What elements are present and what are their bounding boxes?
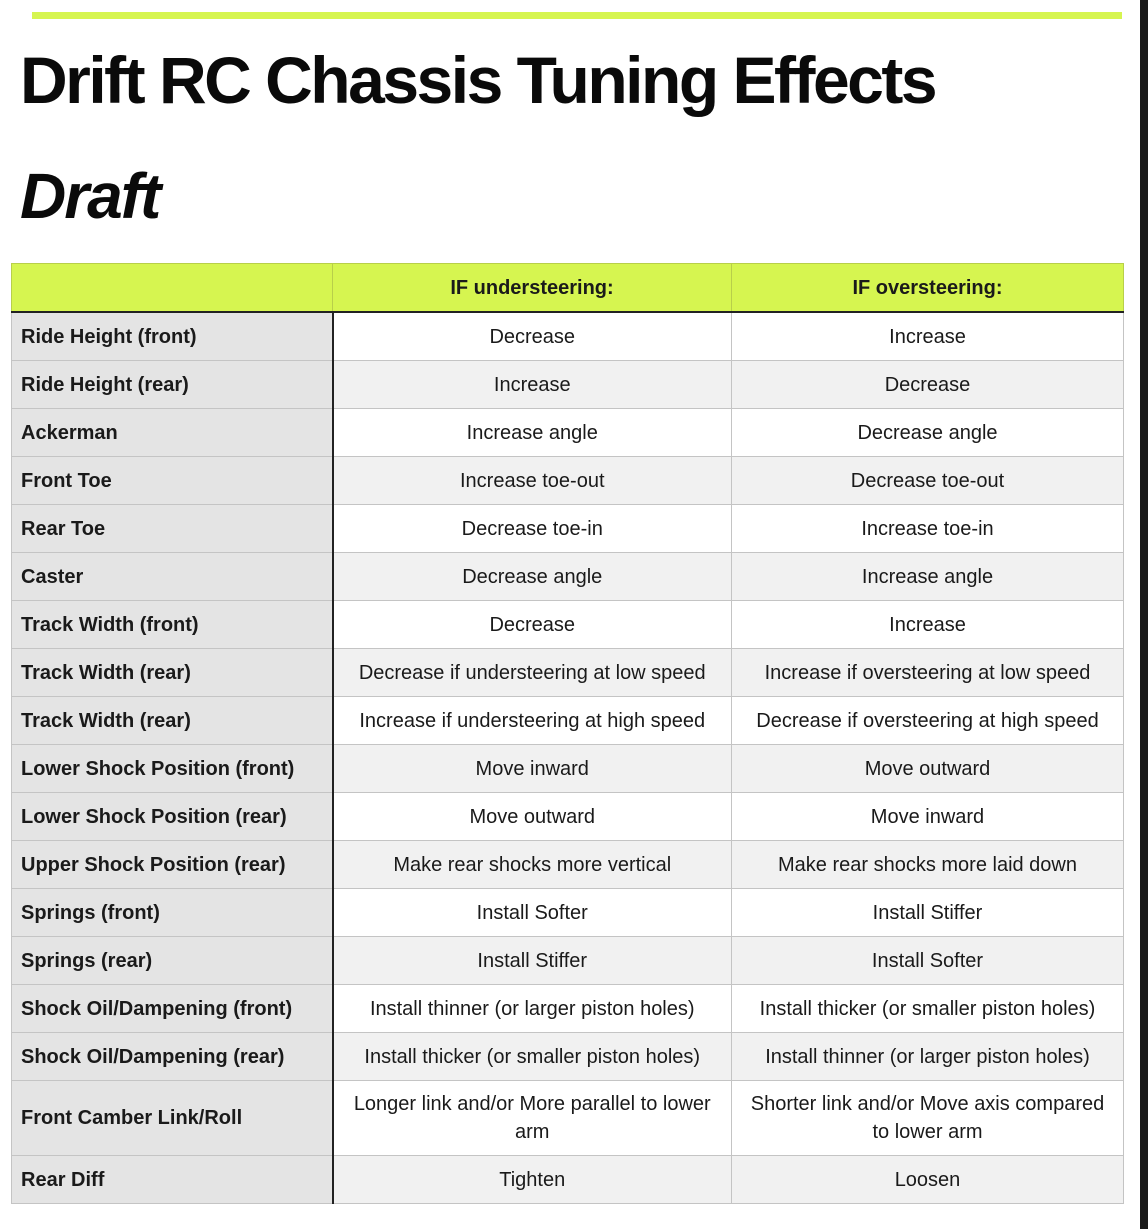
draft-label: Draft (20, 160, 160, 232)
understeer-cell: Increase angle (333, 409, 732, 457)
header-understeering: IF understeering: (333, 264, 732, 313)
row-label: Track Width (rear) (12, 649, 333, 697)
oversteer-cell: Install thinner (or larger piston holes) (732, 1033, 1124, 1081)
oversteer-cell: Install thicker (or smaller piston holes) (732, 985, 1124, 1033)
oversteer-cell: Install Stiffer (732, 889, 1124, 937)
understeer-cell: Decrease (333, 312, 732, 361)
oversteer-cell: Shorter link and/or Move axis compared to lower arm (732, 1081, 1124, 1156)
table-row (12, 553, 1124, 601)
table-row (12, 601, 1124, 649)
table-row (12, 697, 1124, 745)
oversteer-cell: Increase angle (732, 553, 1124, 601)
understeer-cell: Decrease angle (333, 553, 732, 601)
table-row (12, 409, 1124, 457)
row-label: Upper Shock Position (rear) (12, 841, 333, 889)
row-label: Track Width (front) (12, 601, 333, 649)
page-title: Drift RC Chassis Tuning Effects (20, 43, 936, 117)
understeer-cell: Install Stiffer (333, 937, 732, 985)
oversteer-cell: Decrease toe-out (732, 457, 1124, 505)
table-row (12, 649, 1124, 697)
row-label: Rear Toe (12, 505, 333, 553)
header-oversteering: IF oversteering: (732, 264, 1124, 313)
understeer-cell: Increase (333, 361, 732, 409)
oversteer-cell: Decrease if oversteering at high speed (732, 697, 1124, 745)
oversteer-cell: Decrease angle (732, 409, 1124, 457)
oversteer-cell: Move inward (732, 793, 1124, 841)
understeer-cell: Decrease (333, 601, 732, 649)
table-row (12, 457, 1124, 505)
table-row (12, 985, 1124, 1033)
row-label: Springs (front) (12, 889, 333, 937)
table-row (12, 505, 1124, 553)
understeer-cell: Increase toe-out (333, 457, 732, 505)
accent-line (32, 12, 1122, 19)
understeer-cell: Move outward (333, 793, 732, 841)
oversteer-cell: Increase if oversteering at low speed (732, 649, 1124, 697)
oversteer-cell: Decrease (732, 361, 1124, 409)
understeer-cell: Longer link and/or More parallel to lower arm (333, 1081, 732, 1156)
table-row (12, 793, 1124, 841)
row-label: Lower Shock Position (rear) (12, 793, 333, 841)
oversteer-cell: Install Softer (732, 937, 1124, 985)
row-label: Ackerman (12, 409, 333, 457)
oversteer-cell: Make rear shocks more laid down (732, 841, 1124, 889)
table-row (12, 361, 1124, 409)
header-blank (12, 264, 333, 313)
row-label: Rear Diff (12, 1156, 333, 1204)
understeer-cell: Increase if understeering at high speed (333, 697, 732, 745)
oversteer-cell: Loosen (732, 1156, 1124, 1204)
understeer-cell: Move inward (333, 745, 732, 793)
table-row (12, 1081, 1124, 1156)
row-label: Front Camber Link/Roll (12, 1081, 333, 1156)
oversteer-cell: Increase (732, 312, 1124, 361)
window-edge (1140, 0, 1148, 1229)
row-label: Lower Shock Position (front) (12, 745, 333, 793)
table-row (12, 937, 1124, 985)
table-row (12, 889, 1124, 937)
table-row (12, 1156, 1124, 1204)
row-label: Caster (12, 553, 333, 601)
understeer-cell: Tighten (333, 1156, 732, 1204)
table-row (12, 312, 1124, 361)
understeer-cell: Install Softer (333, 889, 732, 937)
row-label: Shock Oil/Dampening (rear) (12, 1033, 333, 1081)
row-label: Ride Height (rear) (12, 361, 333, 409)
table-row (12, 1033, 1124, 1081)
understeer-cell: Decrease if understeering at low speed (333, 649, 732, 697)
table-row (12, 841, 1124, 889)
tuning-table (11, 263, 1124, 1204)
table-row (12, 745, 1124, 793)
table-header-row (12, 264, 1124, 313)
row-label: Shock Oil/Dampening (front) (12, 985, 333, 1033)
oversteer-cell: Move outward (732, 745, 1124, 793)
oversteer-cell: Increase toe-in (732, 505, 1124, 553)
understeer-cell: Make rear shocks more vertical (333, 841, 732, 889)
understeer-cell: Install thicker (or smaller piston holes) (333, 1033, 732, 1081)
understeer-cell: Install thinner (or larger piston holes) (333, 985, 732, 1033)
row-label: Front Toe (12, 457, 333, 505)
row-label: Track Width (rear) (12, 697, 333, 745)
row-label: Springs (rear) (12, 937, 333, 985)
understeer-cell: Decrease toe-in (333, 505, 732, 553)
oversteer-cell: Increase (732, 601, 1124, 649)
row-label: Ride Height (front) (12, 312, 333, 361)
